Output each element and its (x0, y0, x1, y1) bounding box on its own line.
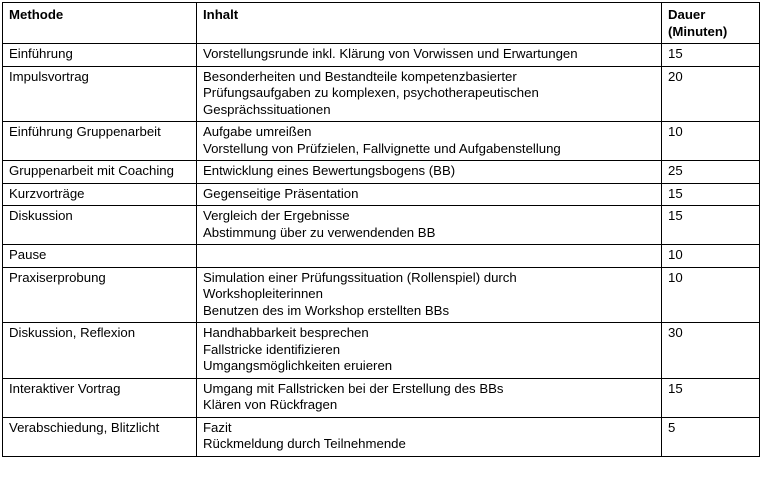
table-row (3, 161, 760, 184)
cell-inhalt-line: Entwicklung eines Bewertungsbogens (BB) (203, 163, 456, 178)
cell-dauer: 10 (662, 267, 760, 323)
cell-inhalt-line: Vorstellungsrunde inkl. Klärung von Vorwissen und Erwartungen (203, 46, 578, 61)
cell-dauer: 15 (662, 378, 760, 417)
cell-inhalt (197, 66, 662, 122)
table-body (3, 44, 760, 457)
cell-inhalt-line: Fallstricke identifizieren (203, 341, 341, 357)
cell-inhalt (197, 417, 662, 456)
cell-inhalt-line: Vorstellung von Prüfzielen, Fallvignette und Aufgabenstellung (203, 140, 561, 156)
header-dauer-line1: Dauer (668, 7, 706, 22)
table-row (3, 323, 760, 379)
cell-inhalt-line: Besonderheiten und Bestandteile kompetenzbasierter (203, 68, 517, 84)
header-dauer (662, 3, 760, 44)
table-row (3, 206, 760, 245)
header-methode: Methode (3, 3, 197, 44)
cell-methode: Diskussion (3, 206, 197, 245)
cell-methode: Einführung (3, 44, 197, 67)
cell-inhalt-line: Prüfungsaufgaben zu komplexen, psychotherapeutischen (203, 85, 539, 100)
cell-inhalt-line: Handhabbarkeit besprechen (203, 325, 369, 340)
header-inhalt: Inhalt (197, 3, 662, 44)
table-row (3, 417, 760, 456)
cell-inhalt (197, 206, 662, 245)
table-header-row (3, 3, 760, 44)
cell-dauer: 30 (662, 323, 760, 379)
cell-inhalt (197, 161, 662, 184)
cell-inhalt-line: Umgang mit Fallstricken bei der Erstellung des BBs (203, 380, 504, 396)
cell-methode: Diskussion, Reflexion (3, 323, 197, 379)
cell-inhalt-line: Klären von Rückfragen (203, 397, 338, 412)
table-row (3, 183, 760, 206)
table-row (3, 66, 760, 122)
cell-methode: Einführung Gruppenarbeit (3, 122, 197, 161)
cell-methode: Verabschiedung, Blitzlicht (3, 417, 197, 456)
table-row (3, 245, 760, 268)
cell-inhalt (197, 245, 662, 268)
workshop-schedule-table (2, 2, 760, 457)
cell-methode: Pause (3, 245, 197, 268)
table-row (3, 122, 760, 161)
header-dauer-line2: (Minuten) (668, 23, 728, 39)
cell-methode: Gruppenarbeit mit Coaching (3, 161, 197, 184)
cell-inhalt (197, 183, 662, 206)
cell-inhalt-line: Gegenseitige Präsentation (203, 185, 359, 201)
cell-inhalt-line: Simulation einer Prüfungssituation (Rollenspiel) durch (203, 269, 517, 285)
cell-dauer: 15 (662, 183, 760, 206)
cell-dauer: 5 (662, 417, 760, 456)
cell-inhalt-line: Aufgabe umreißen (203, 124, 312, 139)
cell-inhalt-line: Vergleich der Ergebnisse (203, 208, 350, 223)
cell-dauer: 10 (662, 122, 760, 161)
cell-inhalt-line: Benutzen des im Workshop erstellten BBs (203, 302, 450, 318)
cell-inhalt-line: Gesprächssituationen (203, 101, 331, 117)
cell-methode: Kurzvorträge (3, 183, 197, 206)
cell-inhalt (197, 267, 662, 323)
cell-inhalt (197, 378, 662, 417)
cell-inhalt (197, 122, 662, 161)
cell-inhalt (197, 323, 662, 379)
cell-inhalt-line: Umgangsmöglichkeiten eruieren (203, 358, 393, 373)
cell-inhalt-line: Abstimmung über zu verwendenden BB (203, 224, 436, 240)
cell-methode: Interaktiver Vortrag (3, 378, 197, 417)
cell-inhalt-line: Rückmeldung durch Teilnehmende (203, 436, 406, 451)
cell-inhalt-line: Workshopleiterinnen (203, 286, 323, 301)
cell-dauer: 25 (662, 161, 760, 184)
cell-inhalt-line: Fazit (203, 419, 232, 435)
cell-dauer: 15 (662, 44, 760, 67)
cell-inhalt (197, 44, 662, 67)
cell-dauer: 15 (662, 206, 760, 245)
cell-methode: Praxiserprobung (3, 267, 197, 323)
cell-methode: Impulsvortrag (3, 66, 197, 122)
cell-dauer: 10 (662, 245, 760, 268)
table-row (3, 267, 760, 323)
table-row (3, 44, 760, 67)
cell-dauer: 20 (662, 66, 760, 122)
table-row (3, 378, 760, 417)
